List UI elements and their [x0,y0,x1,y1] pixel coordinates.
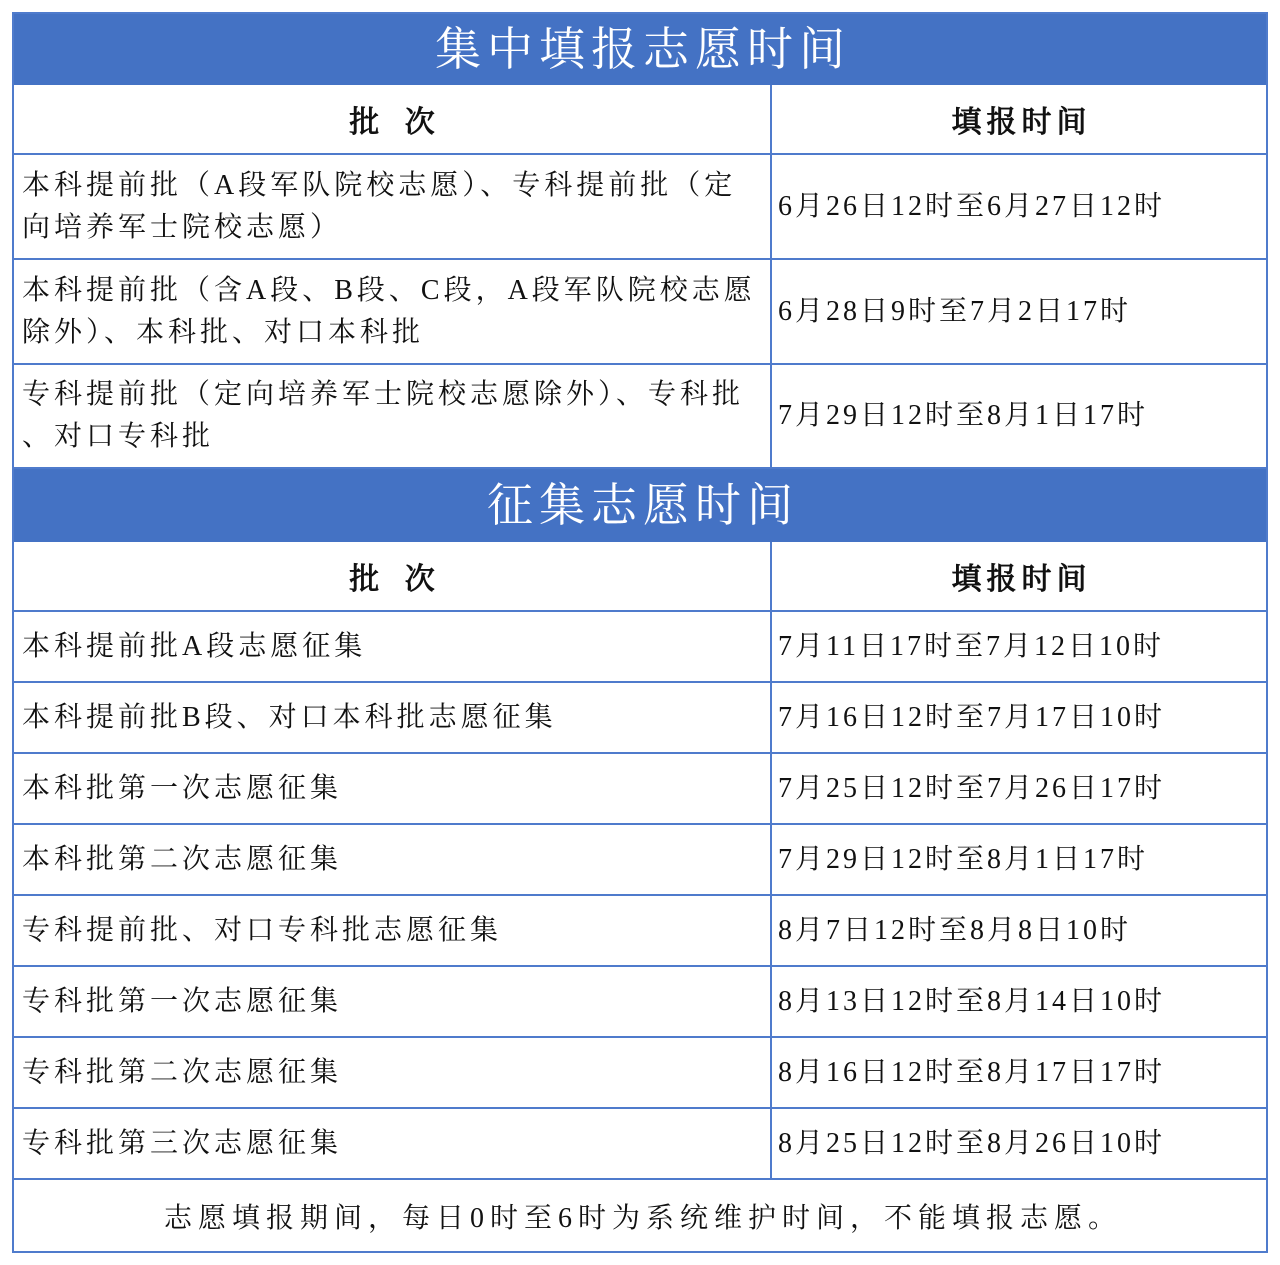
batch-text: 本科提前批A段志愿征集 [22,630,367,662]
time-cell [772,754,1266,823]
time-text: 8月16日12时至8月17日17时 [778,1056,1166,1088]
section-title-solicitation [14,469,1266,542]
table-row [14,365,1266,469]
section-title-text: 征集志愿时间 [487,479,799,531]
time-text: 7月16日12时至7月17日10时 [778,701,1166,733]
batch-cell [14,683,772,752]
table-row [14,825,1266,896]
batch-text: 专科批第一次志愿征集 [22,985,343,1017]
batch-cell [14,365,772,467]
table-row [14,260,1266,365]
batch-cell [14,754,772,823]
time-cell [772,683,1266,752]
batch-text: 本科提前批（A段军队院校志愿）、专科提前批（定向培养军士院校志愿） [22,169,737,243]
batch-text: 本科提前批B段、对口本科批志愿征集 [22,701,557,733]
time-cell [772,260,1266,363]
batch-text: 本科批第一次志愿征集 [22,772,343,804]
time-text: 8月13日12时至8月14日10时 [778,985,1166,1017]
time-text: 6月26日12时至6月27日12时 [778,190,1166,222]
time-text: 7月11日17时至7月12日10时 [778,630,1164,662]
table-row [14,612,1266,683]
time-cell [772,365,1266,467]
table-row [14,896,1266,967]
batch-cell [14,825,772,894]
time-cell [772,1038,1266,1107]
table-row [14,155,1266,260]
table-row [14,683,1266,754]
batch-cell [14,1038,772,1107]
time-cell [772,896,1266,965]
batch-text: 专科提前批、对口专科批志愿征集 [22,914,503,946]
batch-cell [14,1109,772,1178]
table-row [14,967,1266,1038]
column-header-batch: 批 次 [14,542,772,610]
time-cell [772,825,1266,894]
batch-text: 专科提前批（定向培养军士院校志愿除外）、专科批、对口专科批 [22,379,745,452]
column-header-row [14,85,1266,155]
time-cell [772,967,1266,1036]
time-text: 7月29日12时至8月1日17时 [778,843,1149,875]
column-header-batch: 批 次 [14,85,772,153]
admission-schedule-table [12,12,1268,1253]
table-row [14,1109,1266,1180]
time-text: 8月25日12时至8月26日10时 [778,1127,1166,1159]
batch-text: 本科批第二次志愿征集 [22,843,343,875]
table-row [14,754,1266,825]
batch-cell [14,155,772,258]
time-text: 7月25日12时至7月26日17时 [778,772,1166,804]
section-title-text: 集中填报志愿时间 [435,23,851,75]
time-cell [772,155,1266,258]
column-header-time: 填报时间 [951,106,1092,139]
time-cell [772,612,1266,681]
batch-cell [14,967,772,1036]
batch-cell [14,612,772,681]
table-row [14,1038,1266,1109]
time-cell [772,1109,1266,1178]
time-text: 7月29日12时至8月1日17时 [778,400,1149,431]
batch-cell [14,260,772,363]
batch-cell [14,896,772,965]
batch-text: 专科批第三次志愿征集 [22,1127,343,1159]
time-text: 8月7日12时至8月8日10时 [778,914,1132,946]
footer-note: 志愿填报期间，每日0时至6时为系统维护时间，不能填报志愿。 [163,1202,1122,1234]
column-header-row [14,542,1266,612]
batch-text: 专科批第二次志愿征集 [22,1056,343,1088]
time-text: 6月28日9时至7月2日17时 [778,295,1132,327]
batch-text: 本科提前批（含A段、B段、C段，A段军队院校志愿除外）、本科批、对口本科批 [22,274,756,348]
column-header-time: 填报时间 [951,563,1092,596]
section-title-centralized [14,14,1266,85]
footer-note-row [14,1180,1266,1251]
